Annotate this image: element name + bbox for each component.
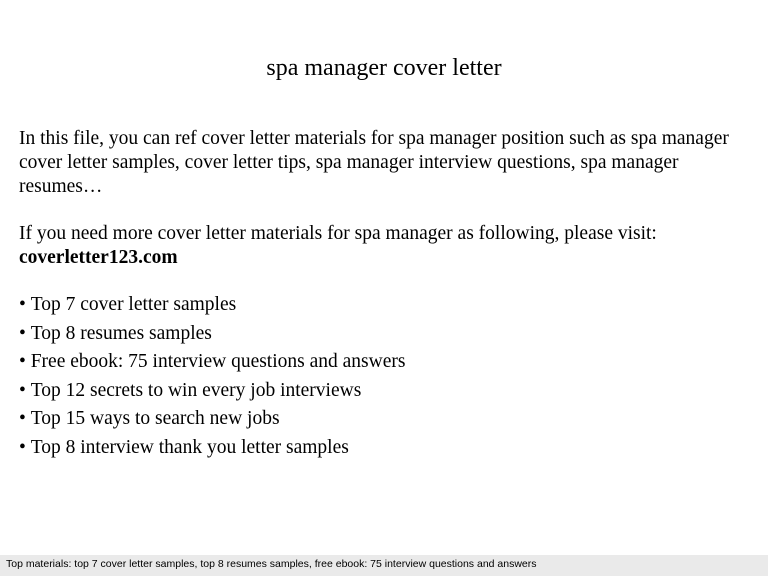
- list-item: • Free ebook: 75 interview questions and answers: [19, 348, 754, 377]
- site-link[interactable]: coverletter123.com: [19, 247, 178, 268]
- visit-paragraph: [19, 222, 754, 270]
- visit-text: If you need more cover letter materials for spa manager as following, please visit:: [19, 223, 657, 244]
- list-item: • Top 15 ways to search new jobs: [19, 405, 754, 434]
- materials-list: [19, 291, 754, 462]
- page-title: spa manager cover letter: [266, 55, 502, 81]
- intro-paragraph: In this file, you can ref cover letter materials for spa manager position such as spa manager cover letter samples, cover letter tips, spa manager interview questions, spa manager resumes…: [19, 128, 729, 197]
- footer-bar: Top materials: top 7 cover letter samples, top 8 resumes samples, free ebook: 75 interview questions and answers: [0, 555, 768, 576]
- list-item: • Top 7 cover letter samples: [19, 291, 754, 320]
- list-item: • Top 8 interview thank you letter samples: [19, 434, 754, 463]
- list-item: • Top 12 secrets to win every job interviews: [19, 377, 754, 406]
- list-item: • Top 8 resumes samples: [19, 320, 754, 349]
